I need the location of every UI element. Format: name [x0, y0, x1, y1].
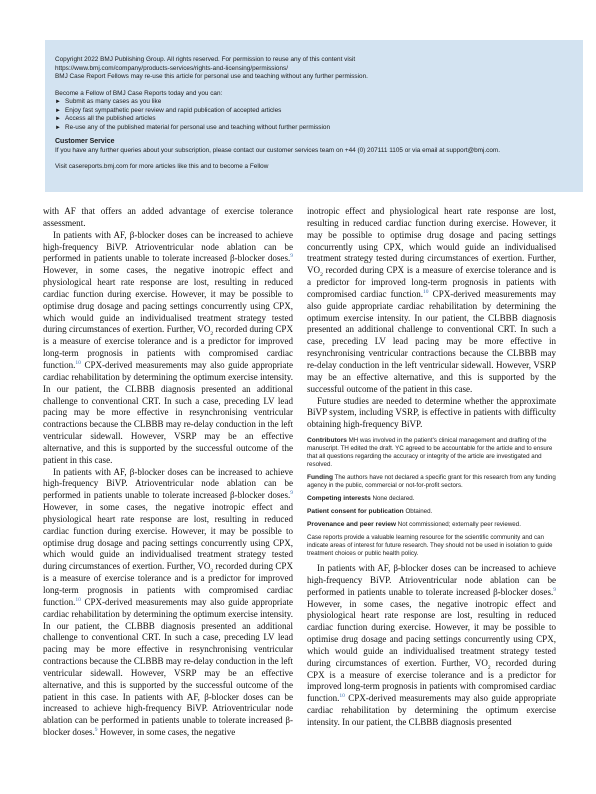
- benefit-item: [55, 107, 575, 116]
- right-paragraph-3: In patients with AF, β-blocker doses can be increased to achieve high-frequency BiVP. Atrioventricular node ablation can be performed in patients unable to tolerate increased β-blocker doses.$^9$ However, in some cases, the negative inotropic effect and physiological heart rate response are lost, resulting in reduced cardiac function during exercise. However, it may be possible to optimise drug dosage and pacing settings concurrently using CPX, which would guide an individualised treatment strategy tested during circumstances of exertion. Further, $VO_2$ recorded during CPX is a measure of exercise tolerance and is a predictor for improved long-term prognosis in patients with compromised cardiac function.$^{10}$ CPX-derived measurements may also guide appropriate cardiac rehabilitation by determining the optimum exercise intensity. In our patient, the CLBBB diagnosis presented: [307, 563, 556, 727]
- contributors-note: Contributors MH was involved in the patient's clinical management and drafting of the manuscript. TH edited the draft. YC agreed to be accountable for the article and to ensure that all questions regarding the accuracy or integrity of the article are investigated and resolved.: [307, 437, 553, 469]
- competing-interests-note: Competing interests None declared.: [307, 495, 415, 503]
- arrow-bullet-icon: ►: [55, 116, 61, 122]
- copyright-line-3: BMJ Case Report Fellows may re-use this article for personal use and teaching without any further permission.: [55, 73, 368, 80]
- benefit-text: Access all the published articles: [65, 115, 156, 122]
- benefit-item: [55, 124, 575, 133]
- reference-link[interactable]: 10: [75, 359, 81, 366]
- permissions-link[interactable]: https://www.bmj.com/company/products-services/rights-and-licensing/permissions/: [55, 64, 288, 72]
- right-text-column: [307, 206, 556, 729]
- benefit-text: Enjoy fast sympathetic peer review and rapid publication of accepted articles: [65, 106, 282, 114]
- right-paragraph-2: Future studies are needed to determine whether the approximate BiVP system, including VSRP, is effective in patients with difficulty obtaining high-frequency BiVP.: [307, 395, 556, 430]
- left-paragraph-3: In patients with AF, β-blocker doses can be increased to achieve high-frequency BiVP. Atrioventricular node ablation can be performed in patients unable to tolerate increased β-blocker doses.$^9$ However, in some cases, the negative inotropic effect and physiological heart rate response are lost, resulting in reduced cardiac function during exercise. However, it may be possible to optimise drug dosage and pacing settings concurrently using CPX, which would guide an individualised treatment strategy tested during circumstances of exertion. Further, $VO_2$ recorded during CPX is a measure of exercise tolerance and is a predictor for improved long-term prognosis in patients with compromised cardiac function.$^{10}$ CPX-derived measurements may also guide appropriate cardiac rehabilitation by determining the optimum exercise intensity. In our patient, the CLBBB diagnosis presented an additional challenge to conventional CRT. In such a case, preceding LV lead pacing may be more effective in resynchronising ventricular contractions because the CLBBB may re-delay conduction in the left ventricular sidewall. However, VSRP may be an effective alternative, and this is supported by the successful outcome of the patient in this case. In patients with AF, β-blocker doses can be increased to achieve high-frequency BiVP. Atrioventricular node ablation can be performed in patients unable to tolerate increased β-blocker doses.$^9$ However, in some cases, the negative: [43, 466, 293, 738]
- reference-link[interactable]: 10: [339, 693, 345, 700]
- reference-link[interactable]: 9: [290, 253, 293, 260]
- arrow-bullet-icon: ►: [55, 107, 61, 114]
- benefit-item: [55, 115, 575, 124]
- right-paragraph-1: inotropic effect and physiological heart rate response are lost, resulting in reduced cardiac function during exercise. However, it may be possible to optimise drug dosage and pacing settings concurrently using CPX, which would guide an individualised treatment strategy tested during circumstances of exertion. Further, $VO_2$ recorded during CPX is a measure of exercise tolerance and is a predictor for improved long-term prognosis in patients with compromised cardiac function.$^{10}$ CPX-derived measurements may also guide appropriate cardiac rehabilitation by determining the optimum exercise intensity. In our patient, the CLBBB diagnosis presented an additional challenge to conventional CRT. In such a case, preceding LV lead pacing may be more effective in resynchronising ventricular contractions because the CLBBB may re-delay conduction in the left ventricular sidewall. However, VSRP may be an effective alternative, and this is supported by the successful outcome of the patient in this case.: [307, 206, 556, 394]
- visit-casereports-link[interactable]: Visit casereports.bmj.com for more articles like this and to become a Fellow: [55, 163, 269, 170]
- reference-link[interactable]: 10: [423, 288, 429, 295]
- article-metadata: [307, 437, 556, 558]
- arrow-bullet-icon: ►: [55, 124, 61, 131]
- benefits-list: [55, 98, 575, 132]
- reference-link[interactable]: 9: [290, 490, 293, 497]
- benefit-item: [55, 98, 575, 107]
- copyright-line-1: Copyright 2022 BMJ Publishing Group. All rights reserved. For permission to reuse any of this content visit: [55, 56, 356, 63]
- provenance-note: Provenance and peer review Not commissioned; externally peer reviewed.: [307, 521, 521, 529]
- reference-link[interactable]: 9: [553, 586, 556, 593]
- fellow-intro: Become a Fellow of BMJ Case Reports today and you can:: [55, 89, 223, 97]
- customer-service-text[interactable]: If you have any further queries about your subscription, please contact our customer services team on +44 (0) 207111 1105 or via email at support@bmj.com.: [55, 146, 501, 154]
- left-text-column: [43, 206, 293, 739]
- disclaimer-note: Case reports provide a valuable learning resource for the scientific community and can indicate areas of interest for future research. They should not be used in isolation to guide treatment choices or public health policy.: [307, 534, 553, 558]
- reference-link[interactable]: 9: [94, 727, 98, 734]
- customer-service-title: Customer Service: [55, 138, 115, 145]
- arrow-bullet-icon: ►: [55, 99, 61, 105]
- bmj-info-box: [45, 40, 583, 192]
- funding-note: Funding The authors have not declared a specific grant for this research from any funding agency in the public, commercial or not-for-profit sectors.: [307, 474, 556, 490]
- reference-link[interactable]: 10: [75, 596, 81, 603]
- patient-consent-note: Patient consent for publication Obtained.: [307, 508, 433, 516]
- left-paragraph-1: with AF that offers an added advantage of exercise tolerance assessment.: [43, 206, 293, 228]
- left-paragraph-2: In patients with AF, β-blocker doses can be increased to achieve high-frequency BiVP. Atrioventricular node ablation can be performed in patients unable to tolerate increased β-blocker doses.$^9$ However, in some cases, the negative inotropic effect and physiological heart rate response are lost, resulting in reduced cardiac function during exercise. However, it may be possible to optimise drug dosage and pacing settings concurrently using CPX, which would guide an individualised treatment strategy tested during circumstances of exertion. Further, $VO_2$ recorded during CPX is a measure of exercise tolerance and is a predictor for improved long-term prognosis in patients with compromised cardiac function.$^{10}$ CPX-derived measurements may also guide appropriate cardiac rehabilitation by determining the optimum exercise intensity. In our patient, the CLBBB diagnosis presented an additional challenge to conventional CRT. In such a case, preceding LV lead pacing may be more effective in resynchronising ventricular contractions because the CLBBB may re-delay conduction in the left ventricular sidewall. However, VSRP may be an effective alternative, and this is supported by the successful outcome of the patient in this case.: [43, 229, 293, 465]
- benefit-text: Submit as many cases as you like: [65, 98, 162, 105]
- benefit-text: Re-use any of the published material for personal use and teaching without further permission: [65, 123, 331, 131]
